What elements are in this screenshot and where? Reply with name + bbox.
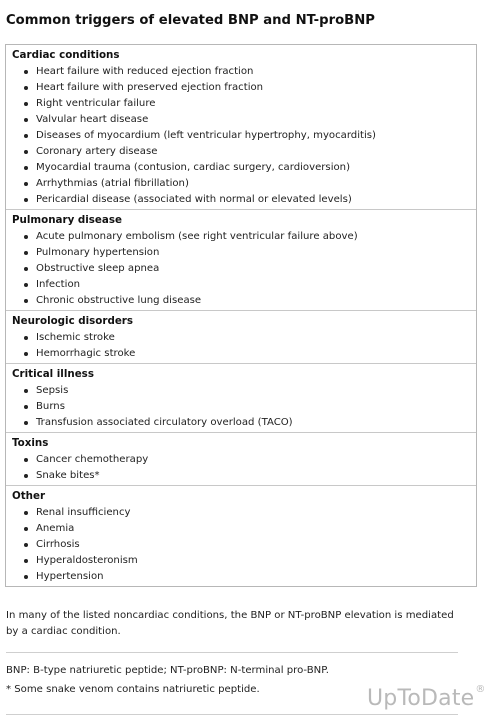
list-item: Hemorrhagic stroke (6, 346, 476, 362)
uptodate-logo (367, 686, 486, 711)
item-list (6, 64, 476, 208)
section-neurologic-disorders (6, 310, 476, 363)
list-item: Anemia (6, 521, 476, 537)
list-item: Transfusion associated circulatory overload (TACO) (6, 415, 476, 431)
table-note: In many of the listed noncardiac conditions, the BNP or NT-proBNP elevation is mediated by a cardiac condition. (6, 610, 454, 637)
divider (6, 652, 458, 653)
abbreviations-footnote: BNP: B-type natriuretic peptide; NT-proBNP: N-terminal pro-BNP. (6, 665, 329, 676)
section-pulmonary-disease (6, 209, 476, 310)
list-item: Snake bites* (6, 468, 476, 484)
list-item: Hypertension (6, 569, 476, 585)
list-item: Myocardial trauma (contusion, cardiac surgery, cardioversion) (6, 160, 476, 176)
list-item: Heart failure with preserved ejection fraction (6, 80, 476, 96)
section-title: Toxins (12, 437, 49, 449)
bottom-divider (6, 714, 458, 715)
list-item: Renal insufficiency (6, 505, 476, 521)
list-item: Diseases of myocardium (left ventricular hypertrophy, myocarditis) (6, 128, 476, 144)
section-title: Neurologic disorders (12, 315, 134, 327)
list-item: Heart failure with reduced ejection fraction (6, 64, 476, 80)
section-toxins (6, 432, 476, 485)
section-cardiac-conditions (6, 45, 476, 209)
section-title: Cardiac conditions (12, 49, 120, 61)
list-item: Valvular heart disease (6, 112, 476, 128)
list-item: Obstructive sleep apnea (6, 261, 476, 277)
list-item: Cirrhosis (6, 537, 476, 553)
section-other (6, 485, 476, 586)
item-list (6, 452, 476, 484)
page-title: Common triggers of elevated BNP and NT-proBNP (6, 13, 375, 28)
list-item: Burns (6, 399, 476, 415)
brand-name: UpToDate (367, 686, 475, 711)
item-list (6, 505, 476, 585)
list-item: Cancer chemotherapy (6, 452, 476, 468)
list-item: Acute pulmonary embolism (see right ventricular failure above) (6, 229, 476, 245)
list-item: Sepsis (6, 383, 476, 399)
list-item: Coronary artery disease (6, 144, 476, 160)
section-title: Pulmonary disease (12, 214, 122, 226)
list-item: Pulmonary hypertension (6, 245, 476, 261)
section-title: Other (12, 490, 46, 502)
list-item: Infection (6, 277, 476, 293)
triggers-table (5, 44, 477, 587)
list-item: Right ventricular failure (6, 96, 476, 112)
list-item: Ischemic stroke (6, 330, 476, 346)
section-title: Critical illness (12, 368, 94, 380)
list-item: Pericardial disease (associated with normal or elevated levels) (6, 192, 476, 208)
list-item: Hyperaldosteronism (6, 553, 476, 569)
registered-mark: ® (475, 684, 486, 695)
list-item: Chronic obstructive lung disease (6, 293, 476, 309)
snake-venom-footnote: * Some snake venom contains natriuretic peptide. (6, 684, 260, 695)
item-list (6, 330, 476, 362)
list-item: Arrhythmias (atrial fibrillation) (6, 176, 476, 192)
item-list (6, 229, 476, 309)
section-critical-illness (6, 363, 476, 432)
item-list (6, 383, 476, 431)
